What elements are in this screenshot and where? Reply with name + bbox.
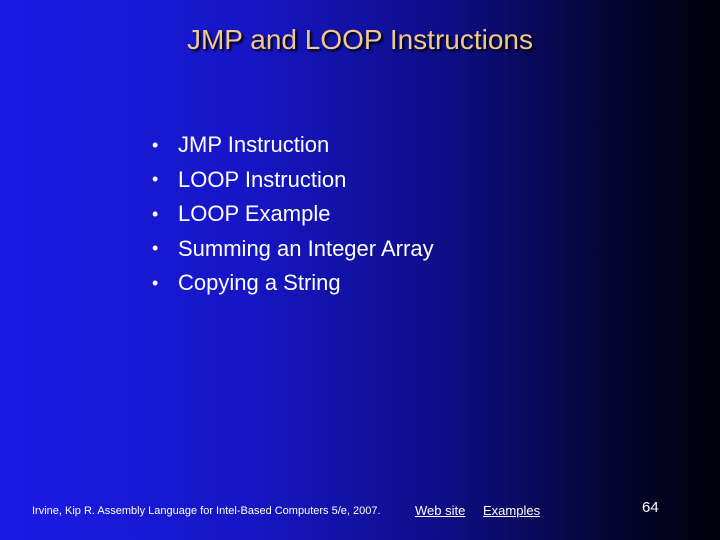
website-link[interactable]: Web site [415,503,466,518]
bullet-icon: • [152,203,159,224]
bullet-item [152,128,434,163]
bullet-icon: • [152,272,159,293]
bullet-item [152,266,434,301]
bullet-list [152,128,434,301]
bullet-text: LOOP Instruction [178,166,347,192]
bullet-icon: • [152,238,159,259]
bullet-text: LOOP Example [178,201,331,227]
bullet-icon: • [152,134,159,155]
footer-credit: Irvine, Kip R. Assembly Language for Intel-Based Computers 5/e, 2007. [32,505,381,517]
slide-title: JMP and LOOP Instructions [186,24,534,55]
bullet-text: Summing an Integer Array [178,235,434,261]
examples-link[interactable]: Examples [483,503,541,518]
bullet-item [152,232,434,267]
bullet-text: JMP Instruction [178,132,330,158]
bullet-icon: • [152,169,159,190]
bullet-item [152,163,434,198]
page-number: 64 [642,499,659,516]
bullet-item [152,197,434,232]
bullet-text: Copying a String [178,270,341,296]
